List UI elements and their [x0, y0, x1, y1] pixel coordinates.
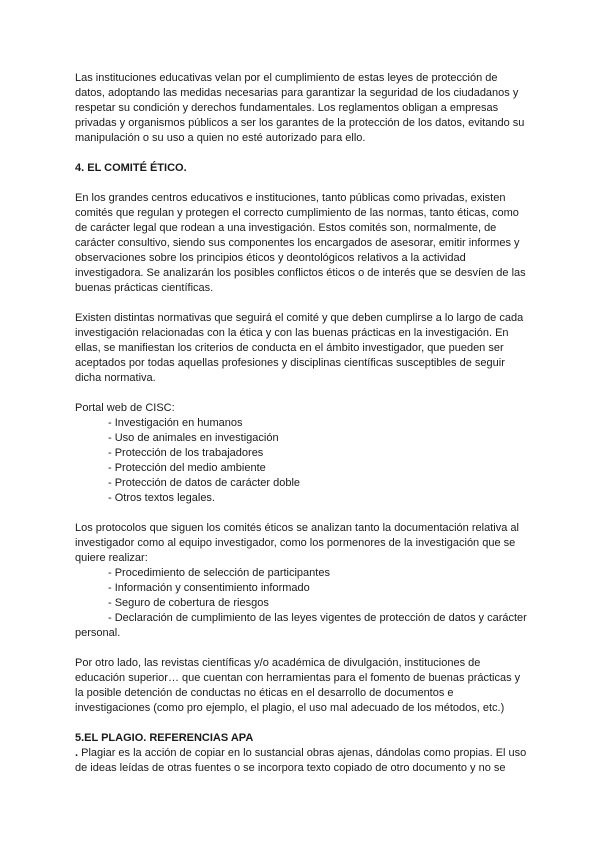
list-item: - Información y consentimiento informado: [108, 582, 310, 594]
plagio-dot: .: [75, 747, 79, 759]
list-item: - Protección del medio ambiente: [108, 462, 266, 474]
protocolos-list: [75, 566, 530, 641]
list-item: - Procedimiento de selección de participantes: [108, 567, 330, 579]
section-heading-plagio: 5.EL PLAGIO. REFERENCIAS APA: [75, 732, 254, 744]
portal-label: Portal web de CISC:: [75, 402, 175, 414]
list-item: - Protección de los trabajadores: [108, 447, 264, 459]
intro-paragraph: Las instituciones educativas velan por el cumplimiento de estas leyes de protección de datos, adoptando las medidas necesarias para garantizar la seguridad de los ciudadanos y respetar su condición y derechos fundamentales. Los reglamentos obligan a empresas privadas y organismos públicos a ser los garantes de la protección de los datos, evitando su manipulación o su uso a quien no esté autorizado para ello.: [75, 72, 525, 144]
plagio-paragraph: [75, 746, 530, 776]
comite-paragraph-2: Existen distintas normativas que seguirá el comité y que deben cumplirse a lo largo de cada investigación relacionadas con la ética y con las buenas prácticas en la investigación. En ellas, se manifiestan los criterios de conducta en el ámbito investigador, que pueden ser aceptados por todas aquellas profesiones y disciplinas científicas susceptibles de seguir dicha normativa.: [75, 312, 524, 384]
comite-paragraph-1: En los grandes centros educativos e instituciones, tanto públicas como privadas, existen comités que regulan y protegen el correcto cumplimiento de las normas, tanto éticas, como de carácter legal que rodean a una investigación. Estos comités son, normalmente, de carácter consultivo, siendo sus componentes los encargados de asesorar, emitir informes y observaciones sobre los principios éticos y deontológicos relativos a la actividad investigadora. Se analizarán los posibles conflictos éticos o de interés que se desvíen de las buenas prácticas científicas.: [75, 192, 526, 294]
list-item: - Declaración de cumplimiento de las leyes vigentes de protección de datos y carácter personal.: [75, 612, 527, 639]
list-item: - Uso de animales en investigación: [108, 432, 279, 444]
list-item: - Otros textos legales.: [108, 492, 215, 504]
plagio-text: Plagiar es la acción de copiar en lo sustancial obras ajenas, dándolas como propias. El uso de ideas leídas de otras fuentes o se incorpora texto copiado de otro documento y no se: [75, 747, 527, 774]
list-item: - Protección de datos de carácter doble: [108, 477, 301, 489]
protocolos-paragraph: Los protocolos que siguen los comités éticos se analizan tanto la documentación relativa al investigador como al equipo investigador, como los pormenores de la investigación que se quiere realizar:: [75, 522, 519, 564]
list-item: - Investigación en humanos: [108, 417, 243, 429]
document-page: [75, 71, 530, 776]
revistas-paragraph: Por otro lado, las revistas científicas y/o académica de divulgación, instituciones de educación superior… que cuentan con herramientas para el fomento de buenas prácticas y la posible detención de conductas no éticas en el desarrollo de documentos e investigaciones (como pro ejemplo, el plagio, el uso mal adecuado de los métodos, etc.): [75, 657, 521, 714]
section-heading-comite: 4. EL COMITÉ ÉTICO.: [75, 162, 187, 174]
cisc-list: [75, 416, 530, 506]
list-item: - Seguro de cobertura de riesgos: [108, 597, 269, 609]
